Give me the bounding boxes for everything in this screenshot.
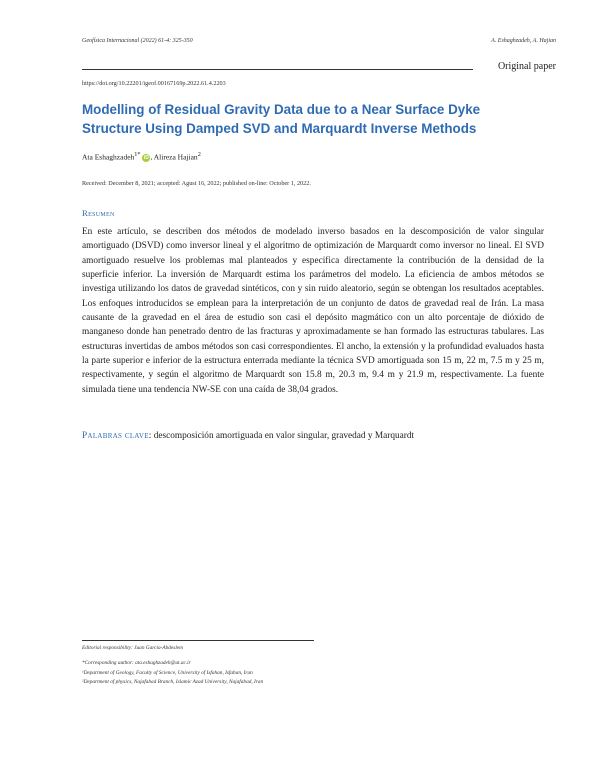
publication-dates: Received: December 8, 2021; accepted: Agust 16, 2022; published on-line: October 1, 2022. bbox=[82, 180, 311, 187]
editorial-note: Editorial responsibility: Juan García-Abdeslem bbox=[82, 645, 183, 651]
orcid-icon[interactable]: iD bbox=[143, 154, 149, 161]
running-authors: A. Eshaghzadeh, A. Hajian bbox=[491, 38, 556, 44]
author-name: , Alireza Hajian bbox=[150, 152, 198, 162]
paper-type-label: Original paper bbox=[497, 61, 556, 72]
affiliation-note: ²Department of physics, Najafabad Branch, Islamic Azad University, Najafabad, Iran bbox=[82, 679, 264, 685]
running-head bbox=[82, 38, 556, 50]
header-rule-row bbox=[82, 61, 556, 77]
doi-link[interactable]: https://doi.org/10.22201/igeof.00167169p.2022.61.4.2203 bbox=[82, 80, 226, 87]
author-name: Ata Eshaghzadeh bbox=[82, 152, 135, 162]
author-affiliation-mark: 1* bbox=[134, 151, 141, 158]
article-title: Modelling of Residual Gravity Data due to a Near Surface Dyke Structure Using Damped SVD and Marquardt Inverse Methods bbox=[82, 102, 481, 136]
abstract-text: En este artículo, se describen dos métodos de modelado inverso basados en la descomposición de valor singular amortiguado (DSVD) como inversor lineal y el algoritmo de optimización de Marquardt como inversor no lineal. El SVD amortiguado resuelve los problemas mal planteados y especifica directamente la contribución de la densidad de la superficie inferior. La inversión de Marquardt estima los parámetros del modelo. La eficiencia de ambos métodos se investiga utilizando los datos de gravedad sintéticos, con y sin ruido aleatorio, según se obtengan los resultados aceptables. Los enfoques introducidos se emplean para la interpretación de un conjunto de datos de gravedad real de Irán. La masa causante de la gravedad en el área de estudio son casi el depósito magmático con un alto porcentaje de dióxido de manganeso donde han penetrado dentro de las fracturas y aproximadamente se han formado las estructuras tabulares. Las estructuras invertidas de ambos métodos son casi correspondientes. El ancho, la extensión y la profundidad evaluados hasta la parte superior e inferior de la estructura enterrada mediante la técnica SVD amortiguada son 15 m, 22 m, 7.5 m y 25 m, respectivamente, y según el algoritmo de Marquardt son 15.8 m, 20.3 m, 9.4 m y 21.9 m, respectivamente. La fuente simulada tiene una tendencia NW-SE con una caída de 38,04 grados. bbox=[82, 227, 544, 395]
abstract-heading: Resumen bbox=[82, 208, 115, 218]
keywords-text: : descomposición amortiguada en valor singular, gravedad y Marquardt bbox=[148, 431, 415, 441]
affiliation-note: ¹Department of Geology, Faculty of Science, University of Isfahan, Isfahan, Iran bbox=[82, 670, 253, 676]
author-affiliation-mark: 2 bbox=[197, 151, 201, 158]
keywords-label: Palabras clave bbox=[82, 431, 149, 441]
author-list bbox=[82, 151, 201, 162]
header-rule bbox=[82, 69, 473, 70]
corresponding-author-note: *Corresponding author: ata.eshaghzadeh@ut.ac.ir bbox=[82, 660, 191, 666]
keywords bbox=[82, 431, 544, 441]
journal-citation: Geofísica Internacional (2022) 61-4: 325-350 bbox=[82, 38, 193, 44]
footnote-rule bbox=[82, 640, 314, 641]
